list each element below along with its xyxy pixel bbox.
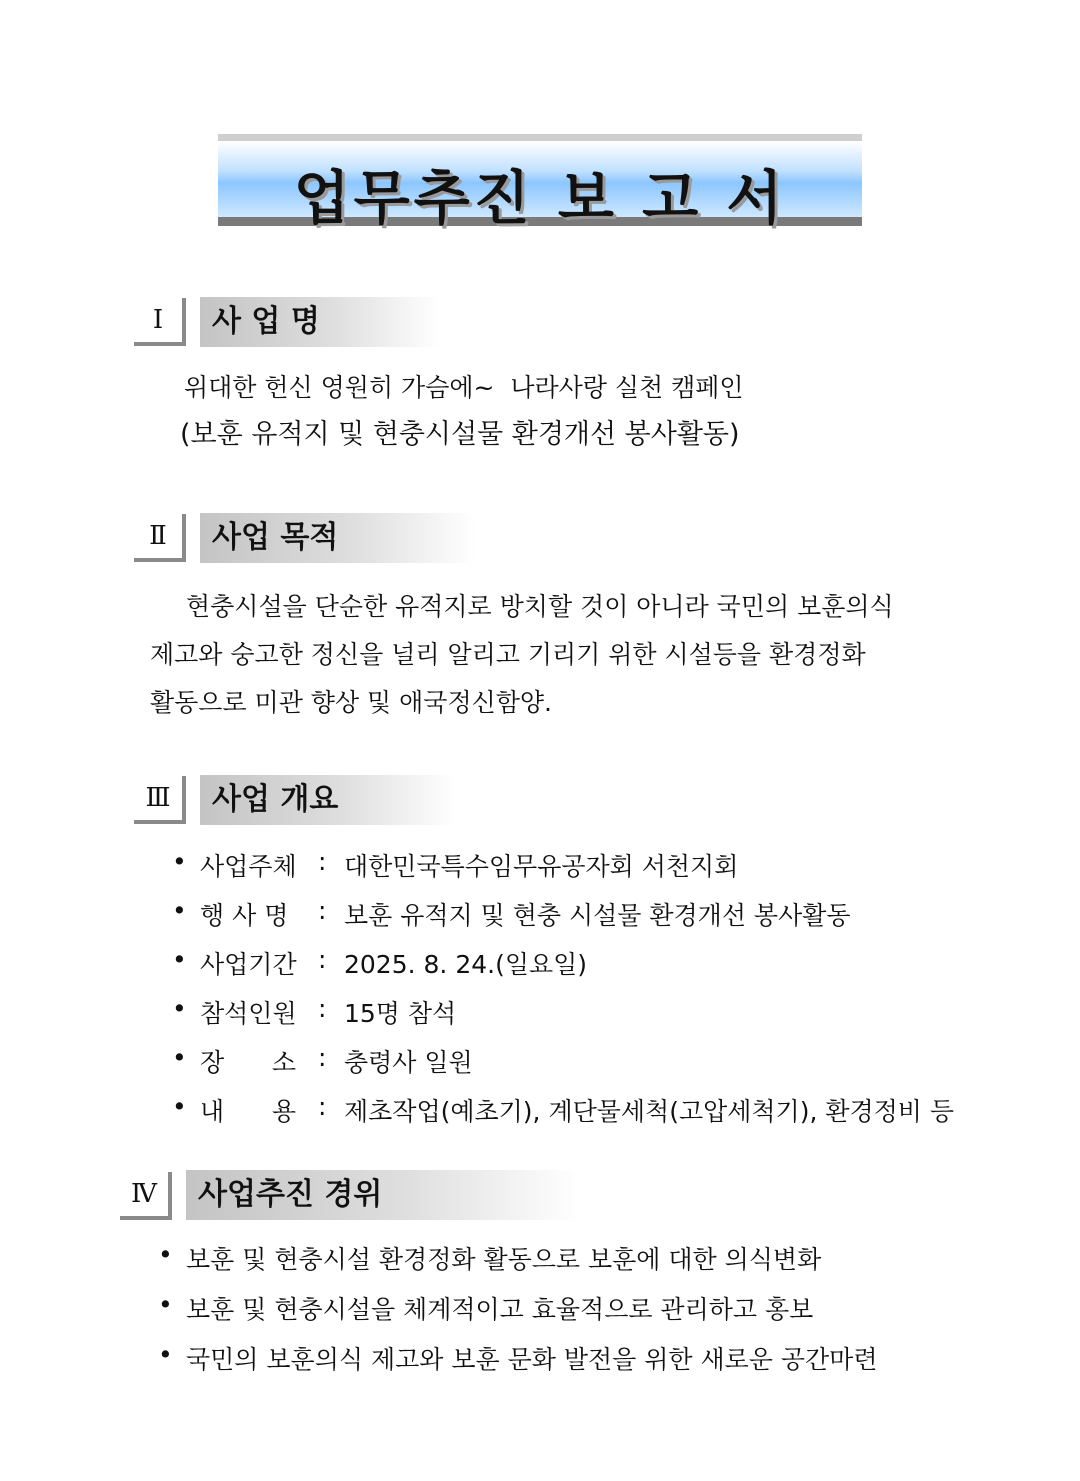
bullet-icon: • <box>172 945 187 974</box>
section-1-heading: 사 업 명 <box>200 297 440 347</box>
overview-label: 사업기간 <box>200 950 297 979</box>
overview-value: 15명 참석 <box>344 999 457 1028</box>
overview-value: 충령사 일원 <box>344 1048 473 1077</box>
project-name-line-1: 위대한 헌신 영원히 가슴에~ 나라사랑 실천 캠페인 <box>184 373 744 402</box>
overview-colon: : <box>318 847 327 876</box>
purpose-line-2: 제고와 숭고한 정신을 널리 알리고 기리기 위한 시설등을 환경정화 <box>150 640 866 669</box>
section-4-heading: 사업추진 경위 <box>186 1170 580 1220</box>
section-2-number: Ⅱ <box>134 514 186 562</box>
overview-value: 제초작업(예초기), 계단물세척(고압세척기), 환경정비 등 <box>344 1097 955 1126</box>
purpose-line-1: 현충시설을 단순한 유적지로 방치할 것이 아니라 국민의 보훈의식 <box>186 592 894 621</box>
overview-label: 사업주체 <box>200 852 297 881</box>
overview-label: 내 용 <box>200 1097 296 1126</box>
project-name-line-2: (보훈 유적지 및 현충시설물 환경개선 봉사활동) <box>180 419 740 450</box>
progress-item <box>158 1340 878 1427</box>
bullet-icon: • <box>158 1290 173 1319</box>
progress-text: 국민의 보훈의식 제고와 보훈 문화 발전을 위한 새로운 공간마련 <box>186 1345 878 1374</box>
overview-label: 행 사 명 <box>200 901 289 930</box>
bullet-icon: • <box>158 1240 173 1269</box>
bullet-icon: • <box>172 1092 187 1121</box>
overview-value: 대한민국특수임무유공자회 서천지회 <box>344 852 739 881</box>
overview-colon: : <box>318 994 327 1023</box>
bullet-icon: • <box>172 847 187 876</box>
overview-value: 2025. 8. 24.(일요일) <box>344 950 588 979</box>
section-2-heading: 사업 목적 <box>200 513 476 563</box>
report-title-banner <box>218 134 862 232</box>
section-3-heading: 사업 개요 <box>200 775 456 825</box>
progress-text: 보훈 및 현충시설 환경정화 활동으로 보훈에 대한 의식변화 <box>186 1245 822 1274</box>
overview-colon: : <box>318 1043 327 1072</box>
section-1-number: Ⅰ <box>134 298 186 346</box>
overview-value: 보훈 유적지 및 현충 시설물 환경개선 봉사활동 <box>344 901 851 930</box>
bullet-icon: • <box>172 994 187 1023</box>
section-3-number: Ⅲ <box>134 776 186 824</box>
overview-label: 참석인원 <box>200 999 297 1028</box>
overview-colon: : <box>318 1092 327 1121</box>
bullet-icon: • <box>158 1340 173 1369</box>
section-4-number: Ⅳ <box>120 1172 172 1220</box>
purpose-line-3: 활동으로 미관 향상 및 애국정신함양. <box>150 688 552 717</box>
report-title: 업무추진 보 고 서 <box>293 164 787 232</box>
overview-colon: : <box>318 945 327 974</box>
overview-colon: : <box>318 896 327 925</box>
progress-text: 보훈 및 현충시설을 체계적이고 효율적으로 관리하고 홍보 <box>186 1295 814 1324</box>
bullet-icon: • <box>172 896 187 925</box>
overview-label: 장 소 <box>200 1048 296 1077</box>
bullet-icon: • <box>172 1043 187 1072</box>
